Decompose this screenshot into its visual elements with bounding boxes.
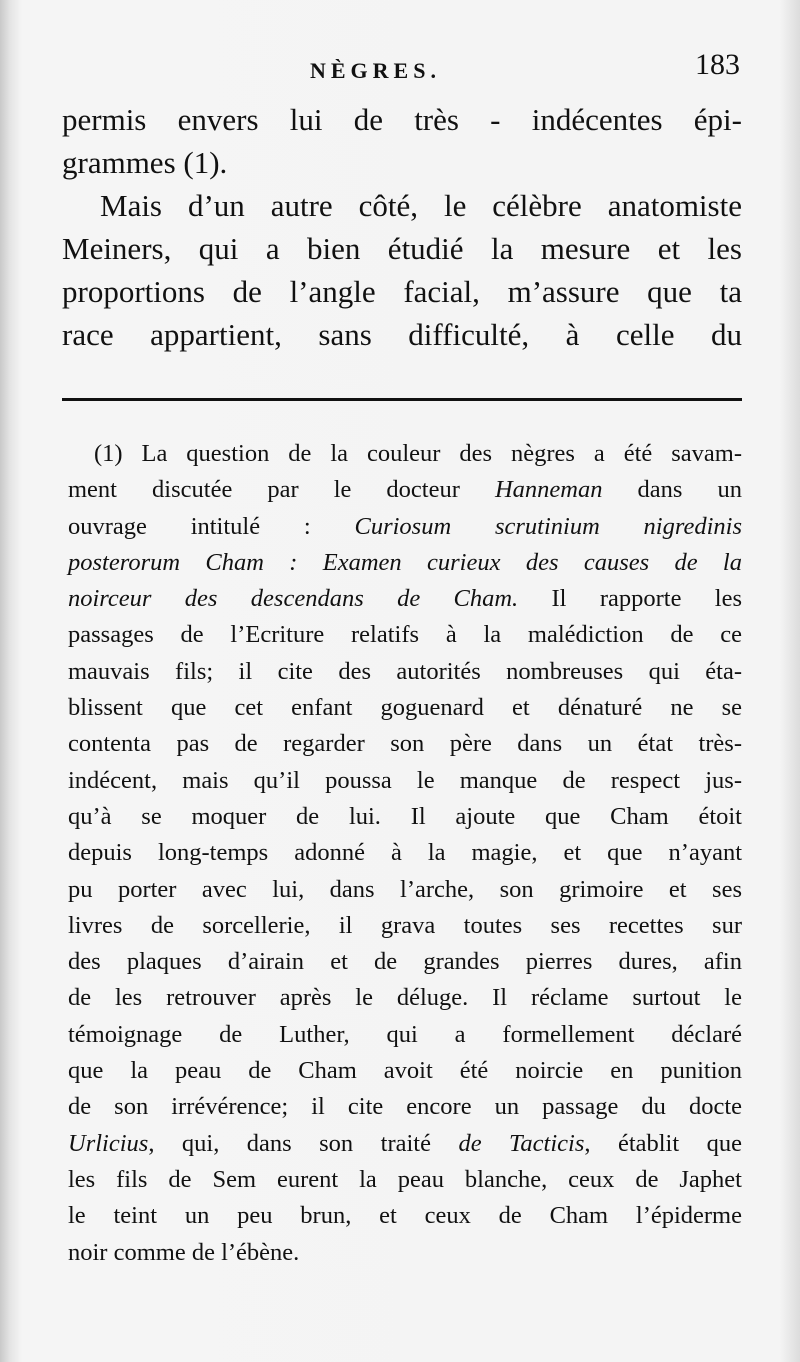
footnote-line: passages de l’Ecriture relatifs à la malédiction de ce (68, 621, 742, 649)
footnote-line: de son irrévérence; il cite encore un passage du docte (68, 1093, 742, 1121)
footnote-line: les fils de Sem eurent la peau blanche, ceux de Japhet (68, 1165, 742, 1193)
footnote-line: blissent que cet enfant goguenard et dénaturé ne se (68, 694, 742, 722)
footnote-line: contenta pas de regarder son père dans un état très- (68, 730, 742, 758)
text-line: proportions de l’angle facial, m’assure que ta (62, 274, 742, 309)
footnote-text: , qui, dans son traité (148, 1129, 459, 1157)
footnote-line: témoignage de Luther, qui a formellement déclaré (68, 1020, 742, 1048)
text-line: Mais d’un autre côté, le célèbre anatomiste (100, 188, 742, 223)
footnote-line: (1) La question de la couleur des nègres a été savam- (94, 440, 742, 467)
book-title: posterorum Cham : Examen curieux des causes de la (68, 548, 742, 576)
footnote-line: pu porter avec lui, dans l’arche, son grimoire et ses (68, 875, 742, 903)
footnote-line: qu’à se moquer de lui. Il ajoute que Cham étoit (68, 802, 742, 830)
author-name: Urlicius (68, 1129, 149, 1157)
footnote-text: , établit que (584, 1129, 742, 1157)
footnote-line (68, 509, 742, 545)
footnote-line: des plaques d’airain et de grandes pierres dures, afin (68, 948, 742, 976)
footnote (68, 436, 742, 1271)
main-text (62, 98, 742, 356)
footnote-line: de les retrouver après le déluge. Il réclame surtout le (68, 984, 742, 1012)
text-line: grammes (1). (62, 145, 228, 180)
running-title: NÈGRES. (310, 58, 441, 83)
footnote-line: noir comme de l’ébène. (68, 1238, 300, 1266)
book-title: Curiosum scrutinium nigredinis (354, 512, 743, 540)
footnote-line (68, 1126, 742, 1162)
footnote-separator (62, 398, 742, 401)
page-header (60, 50, 740, 90)
text-line: race appartient, sans difficulté, à celle du (62, 317, 742, 352)
footnote-line: mauvais fils; il cite des autorités nombreuses qui éta- (68, 657, 742, 685)
footnote-line (68, 472, 742, 508)
footnote-text: Il rapporte les (518, 585, 742, 613)
footnote-line: indécent, mais qu’il poussa le manque de respect jus- (68, 766, 742, 794)
book-title: noirceur des descendans de Cham. (68, 585, 519, 613)
book-title: de Tacticis (458, 1129, 585, 1157)
footnote-line (68, 581, 742, 617)
footnote-line: que la peau de Cham avoit été noircie en punition (68, 1057, 742, 1085)
footnote-line (68, 545, 742, 581)
text-line: Meiners, qui a bien étudié la mesure et les (62, 231, 742, 266)
footnote-line: depuis long-temps adonné à la magie, et que n’ayant (68, 839, 742, 867)
footnote-text: ment discutée par le docteur (68, 476, 495, 504)
footnote-text: dans un (602, 476, 743, 504)
text-line: permis envers lui de très - indécentes épi- (62, 102, 742, 137)
page-number: 183 (695, 48, 740, 81)
footnote-text: ouvrage intitulé : (68, 512, 355, 540)
author-name: Hanneman (494, 476, 603, 504)
footnote-line: le teint un peu brun, et ceux de Cham l’épiderme (68, 1202, 742, 1230)
footnote-line: livres de sorcellerie, il grava toutes ses recettes sur (68, 911, 742, 939)
